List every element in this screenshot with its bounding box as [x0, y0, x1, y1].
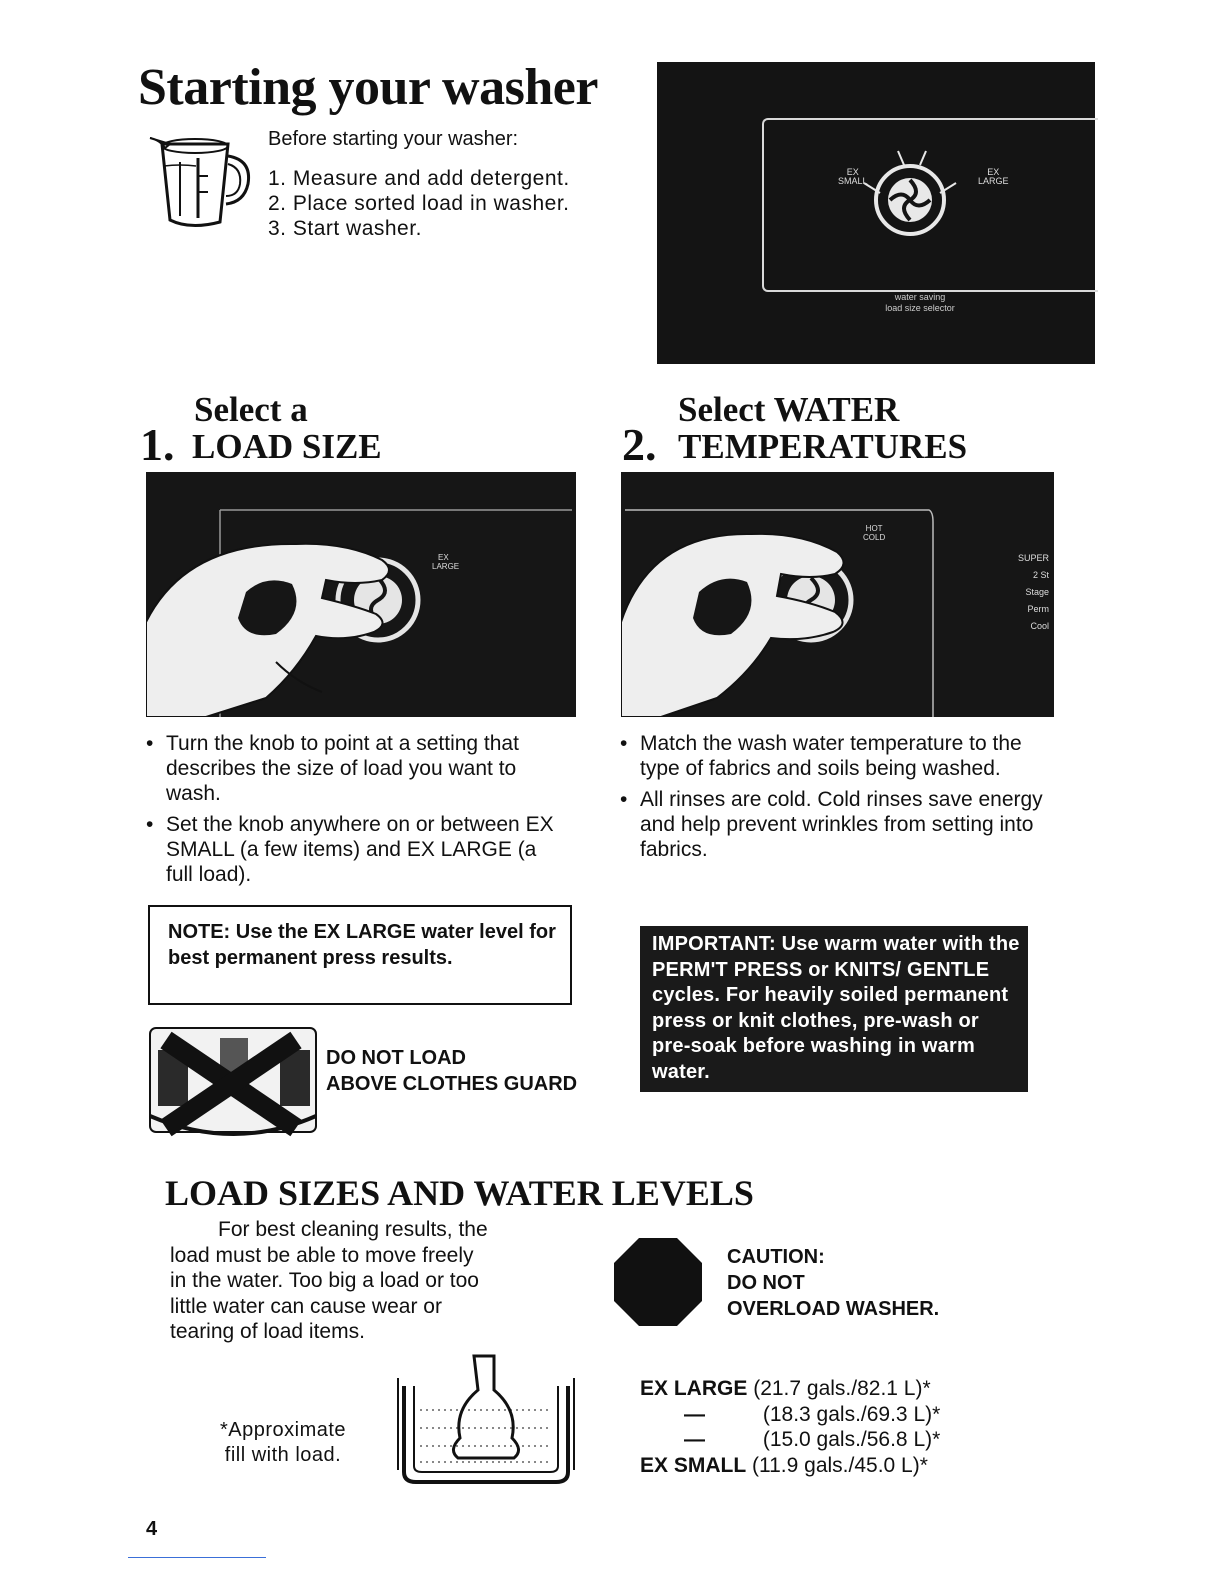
step-item: 2. Place sorted load in washer.: [268, 192, 570, 215]
load-size-knob-icon: [860, 145, 960, 245]
section1-bullets: [146, 731, 566, 893]
bullet-item: • Set the knob anywhere on or between EX SMALL (a few items) and EX LARGE (a full load).: [146, 812, 566, 887]
section2-number: 2.: [622, 419, 657, 470]
paragraph-line: tearing of load items.: [170, 1320, 365, 1344]
water-level-label: EX SMALL: [640, 1453, 747, 1477]
water-level-label: —: [684, 1402, 705, 1426]
panel-label-ex-large-1: EX: [987, 167, 1000, 177]
load-levels-heading: LOAD SIZES AND WATER LEVELS: [165, 1173, 754, 1213]
paragraph-line: little water can cause wear or: [170, 1294, 442, 1318]
stop-sign-icon: [612, 1236, 704, 1328]
note-text: NOTE: Use the EX LARGE water level for best permanent press results.: [168, 921, 556, 969]
water-temperature-photo: [621, 472, 1054, 717]
water-level-value: (15.0 gals./56.8 L)*: [762, 1428, 941, 1451]
step-item: 3. Start washer.: [268, 217, 422, 240]
paragraph-line: For best cleaning results, the: [218, 1218, 488, 1241]
water-level-label: EX LARGE: [640, 1377, 748, 1400]
panel-caption-2: load size selector: [885, 303, 955, 313]
section1-number: 1.: [140, 419, 175, 470]
page-number: 4: [146, 1518, 158, 1540]
panel-label-ex-small-2: SMALL: [838, 176, 868, 186]
measuring-cup-icon: [140, 126, 260, 236]
bullet-item: • Turn the knob to point at a setting that describes the size of load you want to wash.: [146, 731, 566, 806]
panel-side-label: Stage: [1025, 587, 1049, 597]
do-not-load-line2: ABOVE CLOTHES GUARD: [326, 1073, 578, 1095]
paragraph-line: load must be able to move freely: [170, 1243, 474, 1267]
water-levels-list: [640, 1376, 940, 1478]
approx-line1: *Approximate: [219, 1419, 347, 1441]
panel-label-ex-large-2: LARGE: [978, 176, 1009, 186]
step-item: 1. Measure and add detergent.: [268, 167, 570, 190]
water-level-row: [640, 1402, 940, 1428]
washer-tub-diagram-icon: [390, 1350, 580, 1490]
page-title: Starting your washer: [138, 59, 598, 116]
panel-side-label: SUPER: [1017, 553, 1049, 563]
important-text: IMPORTANT: Use warm water with the PERM'T PRESS or KNITS/ GENTLE cycles. For heavily soiled permanent press or knit clothes, pre-wash or pre-soak before washing in warm water.: [652, 933, 1020, 1083]
hand-turning-knob-icon: [146, 472, 576, 717]
panel-caption-1: water saving: [894, 292, 946, 302]
bullet-item: • All rinses are cold. Cold rinses save energy and help prevent wrinkles from setting into fabrics.: [620, 787, 1050, 862]
section1-heading-line1: Select a: [194, 390, 308, 429]
footer-rule: [128, 1557, 266, 1558]
svg-text:LARGE: LARGE: [432, 562, 460, 571]
section2-heading-line1: Select WATER: [678, 390, 900, 429]
water-level-value: (18.3 gals./69.3 L)*: [762, 1402, 941, 1426]
panel-label-hot: HOT: [865, 524, 883, 533]
water-level-row: [640, 1427, 940, 1453]
section2-heading-line2: TEMPERATURES: [678, 427, 968, 466]
water-level-value: (11.9 gals./45.0 L)*: [752, 1453, 928, 1477]
panel-side-label: Cool: [1030, 621, 1049, 631]
panel-label-cold: COLD: [863, 533, 886, 542]
load-size-photo: [146, 472, 576, 717]
steps-list: [268, 166, 570, 241]
section2-bullets: [620, 731, 1050, 868]
do-not-load-line1: DO NOT LOAD: [326, 1047, 466, 1069]
load-levels-paragraph: [170, 1217, 590, 1345]
caution-line2: DO NOT: [727, 1272, 805, 1294]
water-level-value: (21.7 gals./82.1 L)*: [753, 1377, 931, 1400]
hand-turning-temperature-knob-icon: [621, 472, 1054, 717]
svg-text:EX: EX: [438, 553, 449, 562]
section1-heading-line2: LOAD SIZE: [192, 427, 382, 466]
caution-line3: OVERLOAD WASHER.: [727, 1298, 940, 1320]
panel-side-label: Perm: [1027, 604, 1049, 614]
bullet-item: • Match the wash water temperature to the type of fabrics and soils being washed.: [620, 731, 1050, 781]
clothes-guard-x-icon: [146, 1020, 322, 1142]
water-level-label: —: [684, 1428, 705, 1451]
caution-line1: CAUTION:: [727, 1246, 825, 1268]
panel-label-ex-small-1: EX: [846, 167, 859, 177]
water-level-row: [640, 1453, 940, 1479]
panel-side-label: 2 St: [1032, 570, 1049, 580]
water-level-row: [640, 1376, 940, 1402]
before-heading: Before starting your washer:: [268, 128, 519, 150]
approx-line2: fill with load.: [224, 1444, 342, 1466]
paragraph-line: in the water. Too big a load or too: [170, 1269, 479, 1293]
